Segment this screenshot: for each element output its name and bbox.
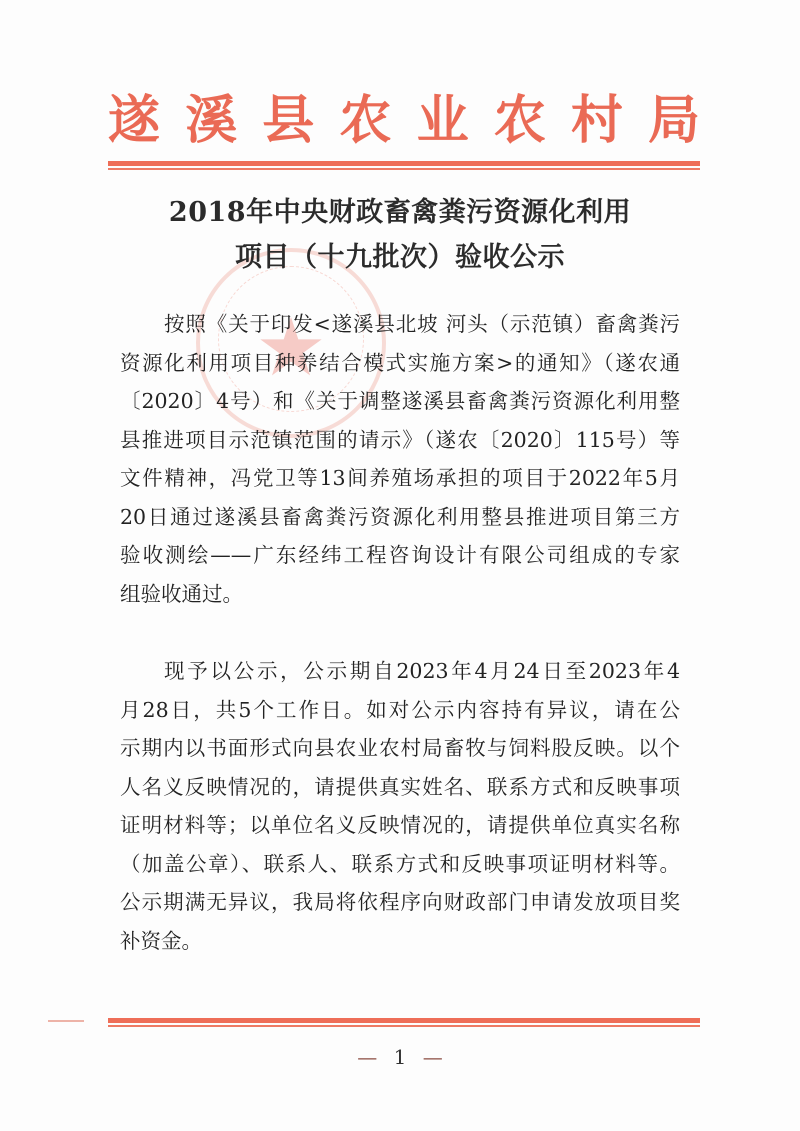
paragraph-line: 20日通过遂溪县畜禽粪污资源化利用整县推进项目第三方	[120, 504, 680, 529]
paragraph-line: 人名义反映情况的，请提供真实姓名、联系方式和反映事项	[120, 774, 680, 799]
margin-mark	[48, 1020, 84, 1022]
page-number-dash-right: —	[422, 1045, 443, 1069]
letterhead-divider	[108, 161, 700, 170]
letterhead-char: 县	[262, 90, 315, 151]
paragraph-line: 示期内以书面形式向县农业农村局畜牧与饲料股反映。以个	[120, 736, 680, 760]
paragraph-notice-period	[120, 652, 680, 960]
divider-thin-line	[108, 1025, 700, 1027]
paragraph-line: 证明材料等；以单位名义反映情况的，请提供单位真实名称	[120, 813, 680, 837]
paragraph-line: 县推进项目示范镇范围的请示》（遂农〔2020〕115号）等	[120, 427, 680, 452]
letterhead-char: 农	[339, 90, 392, 151]
letterhead-char: 农	[493, 90, 546, 151]
paragraph-line: 组验收通过。	[120, 581, 243, 606]
paragraph-line: 公示期满无异议，我局将依程序向财政部门申请发放项目奖	[120, 890, 680, 914]
letterhead-title	[108, 88, 700, 154]
paragraph-line: 资源化利用项目种养结合模式实施方案>的通知》（遂农通	[120, 350, 680, 375]
paragraph-line: 月28日，共5个工作日。如对公示内容持有异议，请在公	[120, 697, 680, 722]
document-title-line-1: 2018年中央财政畜禽粪污资源化利用	[168, 197, 632, 228]
letterhead-char: 局	[647, 90, 700, 151]
page-number	[0, 1044, 800, 1070]
paragraph-line: （加盖公章）、联系人、联系方式和反映事项证明材料等。	[120, 851, 680, 876]
letterhead-char: 业	[416, 90, 469, 151]
divider-thin-line	[108, 168, 700, 170]
footer-divider	[108, 1018, 700, 1027]
star-icon: ★	[255, 300, 327, 394]
letterhead-char: 溪	[185, 90, 238, 151]
paragraph-line: 〔2020〕4号）和《关于调整遂溪县畜禽粪污资源化利用整	[120, 389, 680, 413]
document-title-line-2: 项目（十九批次）验收公示	[235, 242, 565, 273]
page-number-dash-left: —	[357, 1045, 378, 1069]
paragraph-line: 补资金。	[120, 928, 202, 953]
paragraph-basis	[120, 300, 680, 613]
paragraph-line: 现予以公示，公示期自2023年4月24日至2023年4	[164, 659, 680, 683]
page-number-value: 1	[393, 1045, 407, 1069]
paragraph-line: 文件精神，冯党卫等13间养殖场承担的项目于2022年5月	[120, 466, 680, 490]
paragraph-line: 验收测绘——广东经纬工程咨询设计有限公司组成的专家	[120, 543, 680, 567]
letterhead-char: 遂	[108, 90, 161, 151]
letterhead-char: 村	[570, 90, 623, 151]
paragraph-line: 按照《关于印发<遂溪县北坡 河头（示范镇）畜禽粪污	[164, 312, 680, 336]
